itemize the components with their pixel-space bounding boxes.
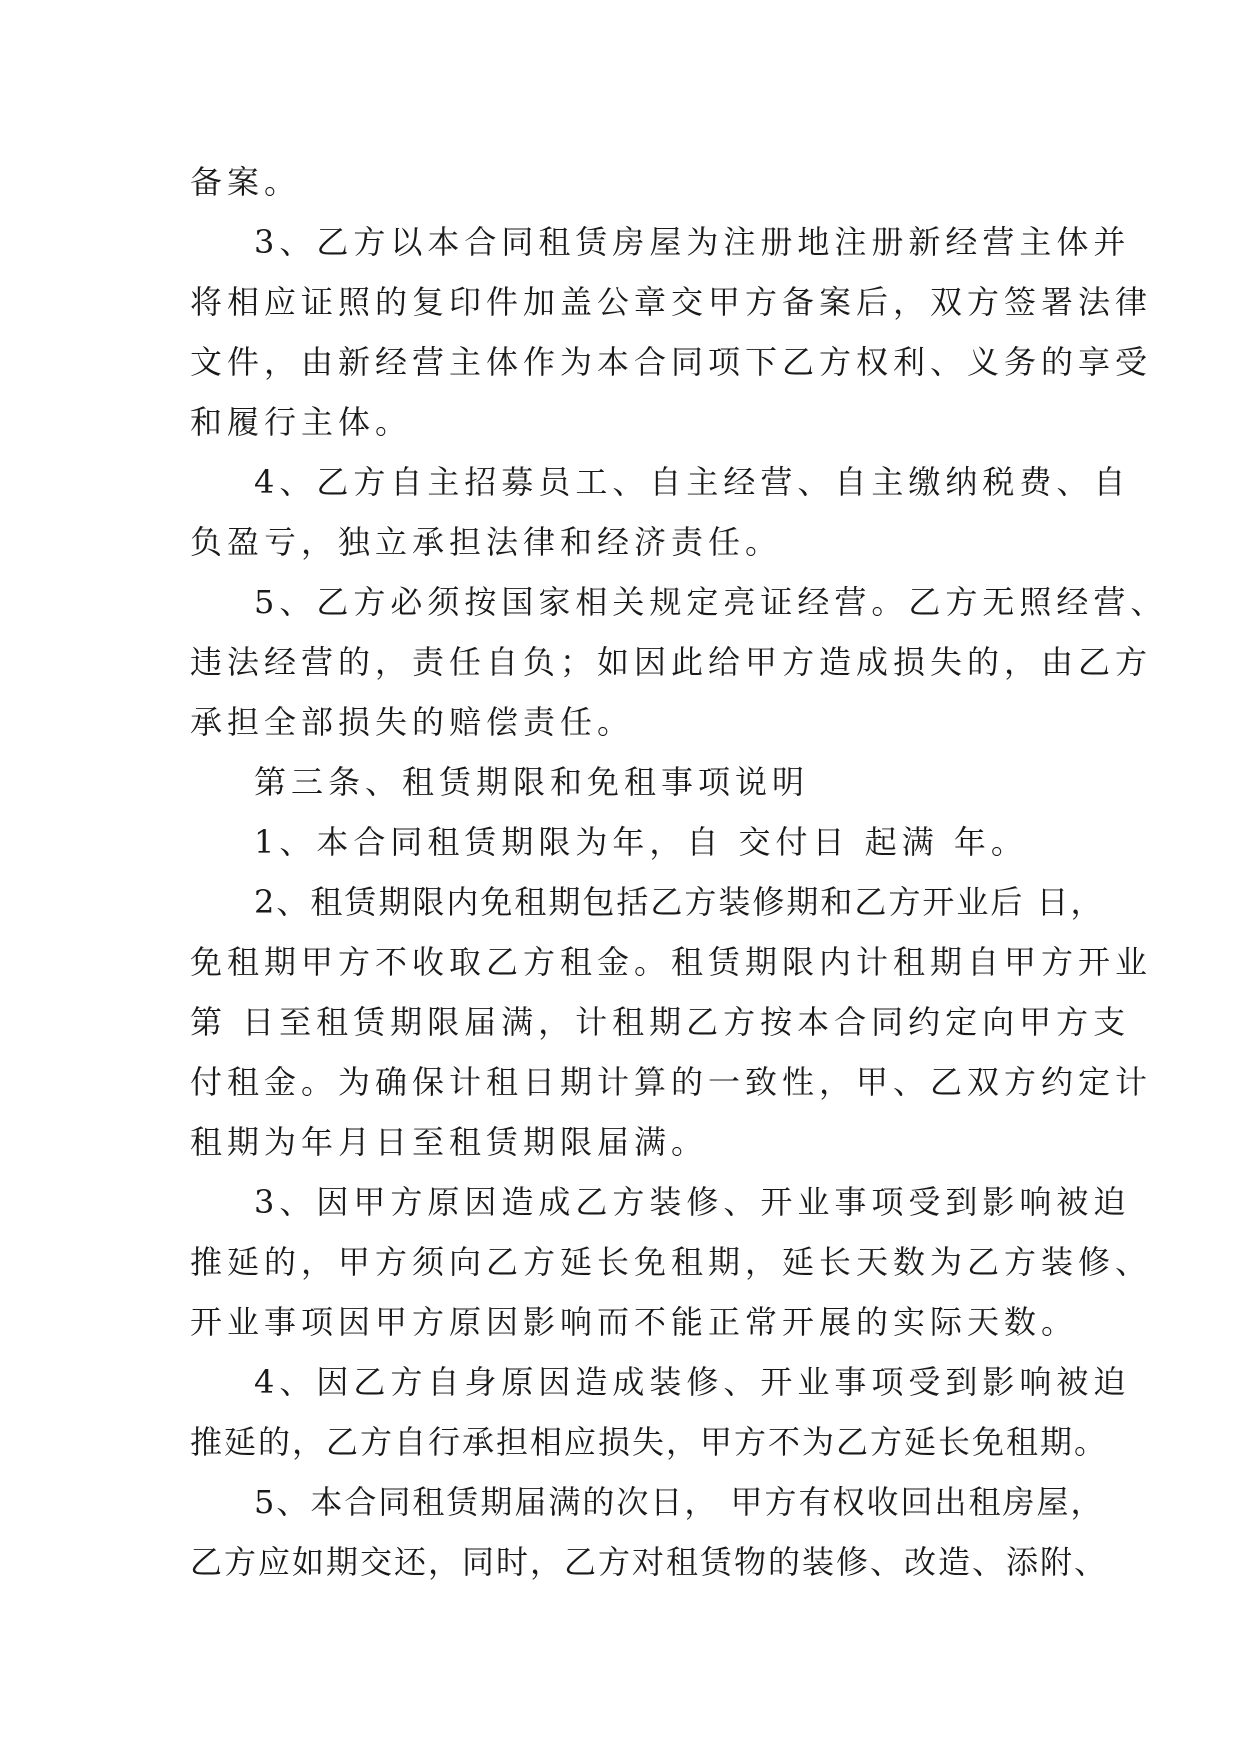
text-line: 2、租赁期限内免租期包括乙方装修期和乙方开业后 日， xyxy=(254,883,1105,921)
text-line: 4、乙方自主招募员工、自主经营、自主缴纳税费、自 xyxy=(254,463,1131,501)
text-line: 文件，由新经营主体作为本合同项下乙方权利、义务的享受 xyxy=(190,343,1153,381)
text-line: 5、本合同租赁期届满的次日， 甲方有权收回出租房屋， xyxy=(254,1483,1105,1521)
text-line: 5、乙方必须按国家相关规定亮证经营。乙方无照经营、 xyxy=(254,583,1168,621)
text-line: 开业事项因甲方原因影响而不能正常开展的实际天数。 xyxy=(190,1303,1079,1341)
text-line: 和履行主体。 xyxy=(190,403,413,441)
text-line: 承担全部损失的赔偿责任。 xyxy=(190,703,635,741)
text-line: 推延的，甲方须向乙方延长免租期，延长天数为乙方装修、 xyxy=(190,1243,1153,1281)
text-line: 第 日至租赁期限届满，计租期乙方按本合同约定向甲方支 xyxy=(190,1003,1131,1041)
document-body xyxy=(190,152,1168,1592)
text-line: 付租金。为确保计租日期计算的一致性，甲、乙双方约定计 xyxy=(190,1063,1153,1101)
text-line: 负盈亏，独立承担法律和经济责任。 xyxy=(190,523,783,561)
text-line: 租期为年月日至租赁期限届满。 xyxy=(190,1123,709,1161)
text-line: 违法经营的，责任自负；如因此给甲方造成损失的，由乙方 xyxy=(190,643,1153,681)
text-line: 乙方应如期交还，同时，乙方对租赁物的装修、改造、添附、 xyxy=(190,1543,1109,1581)
text-line: 3、因甲方原因造成乙方装修、开业事项受到影响被迫 xyxy=(254,1183,1131,1221)
text-line: 1、本合同租赁期限为年，自 交付日 起满 年。 xyxy=(254,823,1028,861)
text-line: 免租期甲方不收取乙方租金。租赁期限内计租期自甲方开业 xyxy=(190,943,1153,981)
section-heading: 第三条、租赁期限和免租事项说明 xyxy=(254,763,810,801)
text-line: 3、乙方以本合同租赁房屋为注册地注册新经营主体并 xyxy=(254,223,1131,261)
text-line: 备案。 xyxy=(190,163,302,201)
text-line: 将相应证照的复印件加盖公章交甲方备案后，双方签署法律 xyxy=(190,283,1153,321)
text-line: 推延的，乙方自行承担相应损失，甲方不为乙方延长免租期。 xyxy=(190,1423,1109,1461)
text-line: 4、因乙方自身原因造成装修、开业事项受到影响被迫 xyxy=(254,1363,1131,1401)
